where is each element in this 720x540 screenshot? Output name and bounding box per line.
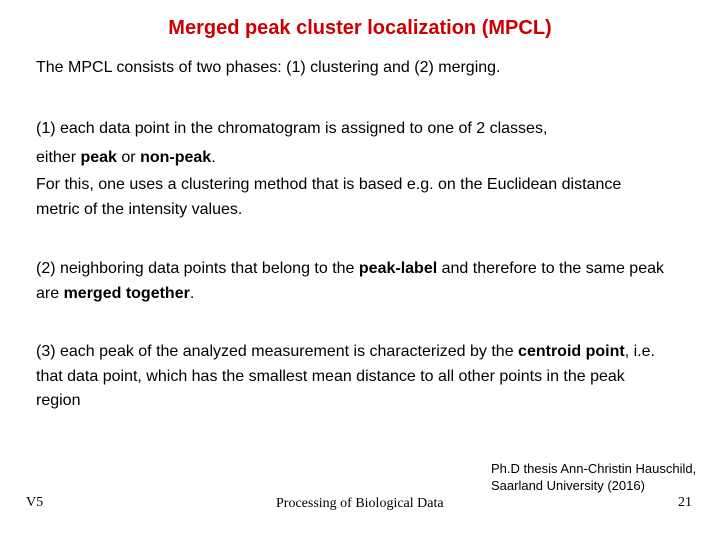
citation-line-1: Ph.D thesis Ann-Christin Hauschild, xyxy=(491,461,697,476)
phase-2-text: (2) neighboring data points that belong to the peak-label and therefore to the same peak are merged together. xyxy=(36,260,664,302)
phase-3-text: (3) each peak of the analyzed measurement is characterized by the centroid point, i.e. that data point, which has the smallest mean distance to all other points in the peak region xyxy=(36,343,655,409)
peak-label-term: peak-label xyxy=(358,260,438,277)
centroid-point-term: centroid point xyxy=(518,343,625,360)
slide-title: Merged peak cluster localization (MPCL) xyxy=(168,17,552,39)
peak-term: peak xyxy=(80,148,117,166)
citation-credit xyxy=(491,460,696,494)
phase-1-line-1: (1) each data point in the chromatogram is assigned to one of 2 classes, xyxy=(36,120,548,137)
clustering-method-text: For this, one uses a clustering method that is based e.g. on the Euclidean distance metric of the intensity values. xyxy=(36,176,622,218)
phase-1-line-2: either peak or non-peak. xyxy=(36,148,216,166)
footer-version: V5 xyxy=(26,495,44,510)
page-number: 21 xyxy=(678,495,692,510)
citation-line-2: Saarland University (2016) xyxy=(491,478,645,493)
phase-1-text xyxy=(36,117,676,170)
merged-together-term: merged together xyxy=(63,284,190,302)
non-peak-term: non-peak xyxy=(140,148,212,166)
intro-text: The MPCL consists of two phases: (1) clustering and (2) merging. xyxy=(36,59,501,76)
footer-course-title: Processing of Biological Data xyxy=(276,496,444,511)
